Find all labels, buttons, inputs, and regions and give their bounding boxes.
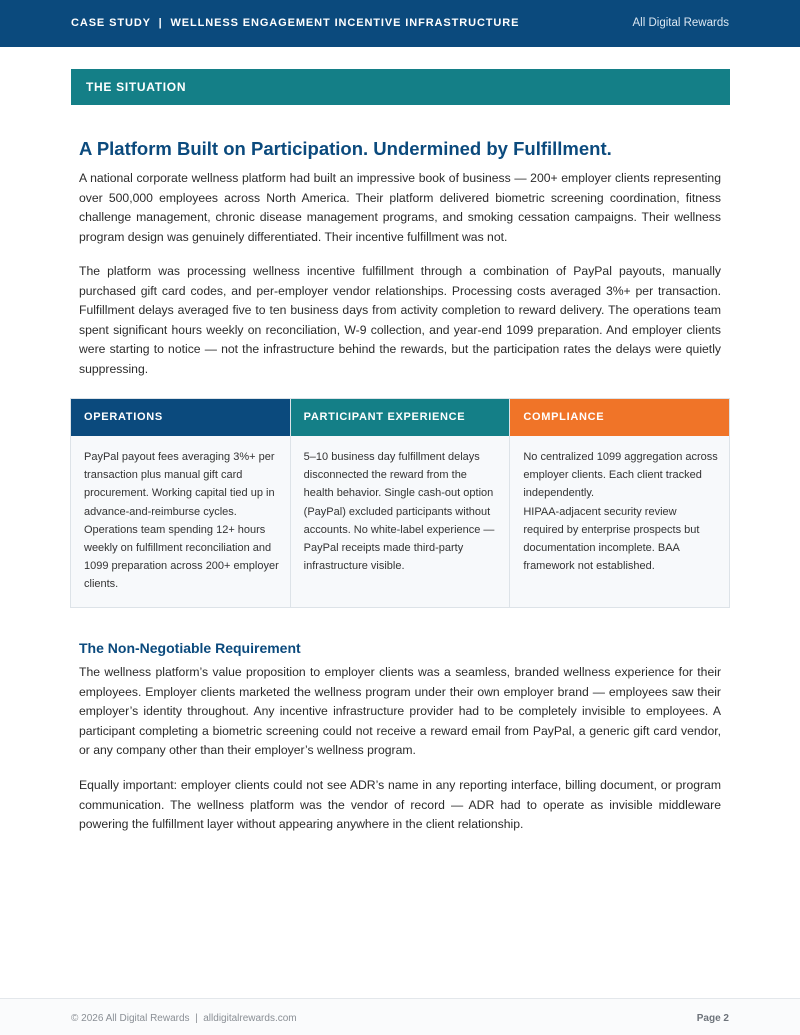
header-bar xyxy=(0,0,800,47)
column-compliance-text-1: No centralized 1099 aggregation across employer clients. Each client tracked independently. xyxy=(523,451,718,500)
page-heading: A Platform Built on Participation. Undermined by Fulfillment. xyxy=(79,138,612,159)
column-operations-title: OPERATIONS xyxy=(71,399,290,436)
column-participant-title: PARTICIPANT EXPERIENCE xyxy=(291,399,510,436)
requirement-paragraph-1: The wellness platform’s value proposition to employer clients was a seamless, branded wellness experience for their employees. Employer clients marketed the wellness program under their own employer brand — employees saw their employer’s identity throughout. Any incentive infrastructure provider had to be completely invisible to employees. A participant completing a biometric screening could not receive a reward email from PayPal, a generic gift card vendor, or any company other than their employer’s wellness program. xyxy=(79,665,721,758)
column-compliance xyxy=(510,399,729,607)
section-label: THE SITUATION xyxy=(86,80,187,94)
page-number: Page 2 xyxy=(696,1013,729,1024)
header-brand: All Digital Rewards xyxy=(632,17,729,29)
column-compliance-text-2: HIPAA-adjacent security review required by enterprise prospects but documentation incomplete. BAA framework not established. xyxy=(523,505,700,573)
header-title: CASE STUDY | WELLNESS ENGAGEMENT INCENTIVE INFRASTRUCTURE xyxy=(71,17,520,29)
column-participant-text: 5–10 business day fulfillment delays disconnected the reward from the health behavior. Single cash-out option (PayPal) excluded participants without accounts. No white-label experience — PayPal receipts made third-party infrastructure visible. xyxy=(303,451,495,573)
column-participant-experience xyxy=(291,399,511,607)
requirement-paragraph-2: Equally important: employer clients could not see ADR’s name in any reporting interface, billing document, or program communication. The wellness platform was the vendor of record — ADR had to operate as invisible middleware powering the fulfillment layer without appearing anywhere in the client relationship. xyxy=(79,778,721,832)
column-participant-body xyxy=(291,436,510,575)
intro-paragraph-2: The platform was processing wellness incentive fulfillment through a combination of PayPal payouts, manually purchased gift card codes, and per-employer vendor relationships. Processing costs averaged 3%+ per transaction. Fulfillment delays averaged five to ten business days from activity completion to reward delivery. The operations team spent significant hours weekly on reconciliation, W-9 collection, and year-end 1099 preparation. And employer clients were starting to notice — not the infrastructure behind the rewards, but the participation rates the delays were quietly suppressing. xyxy=(79,264,721,376)
subheading: The Non-Negotiable Requirement xyxy=(79,640,301,656)
column-operations xyxy=(71,399,291,607)
column-compliance-title: COMPLIANCE xyxy=(510,399,729,436)
challenge-columns xyxy=(70,398,730,608)
intro-paragraph-1: A national corporate wellness platform had built an impressive book of business — 200+ employer clients representing over 500,000 employees across North America. Their platform delivered biometric screening coordination, fitness challenge management, chronic disease management programs, and smoking cessation campaigns. Their wellness program design was genuinely differentiated. Their incentive fulfillment was not. xyxy=(79,171,721,244)
footer-copyright: © 2026 All Digital Rewards | alldigitalrewards.com xyxy=(71,1013,297,1024)
column-compliance-body xyxy=(510,436,729,575)
column-operations-text: PayPal payout fees averaging 3%+ per transaction plus manual gift card procurement. Working capital tied up in advance-and-reimburse cycles. Operations team spending 12+ hours weekly on fulfillment reconciliation and 1099 preparation across 200+ employer clients. xyxy=(84,451,279,591)
column-operations-body xyxy=(71,436,290,594)
section-band xyxy=(71,69,730,105)
